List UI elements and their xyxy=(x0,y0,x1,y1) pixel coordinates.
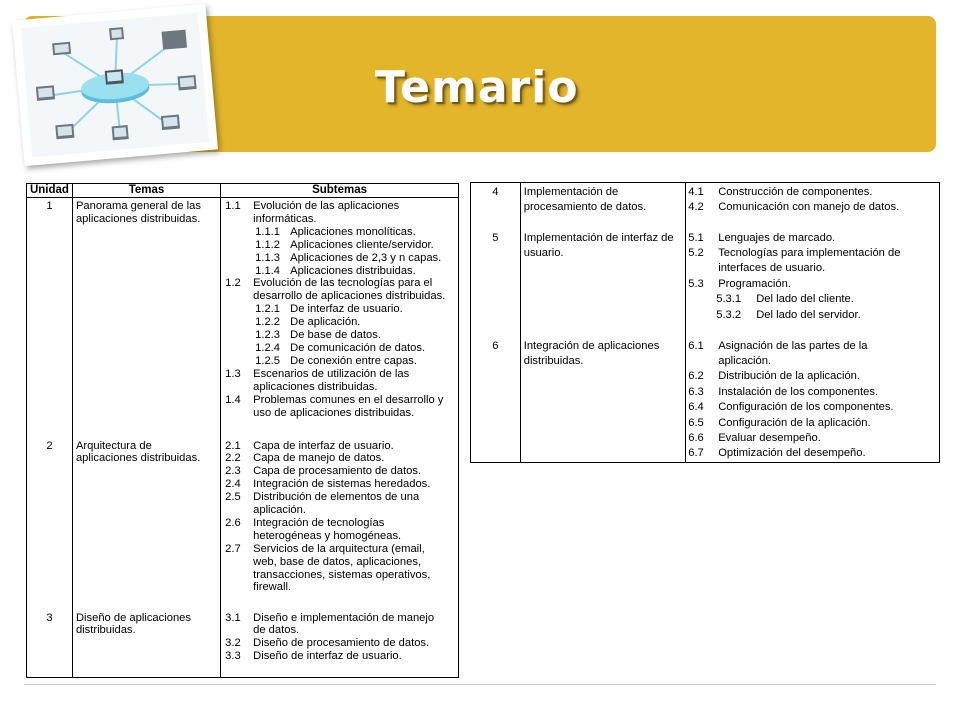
subtopic-line xyxy=(221,504,458,517)
subtopic-line xyxy=(221,329,458,342)
subtopic-text: Programación. xyxy=(718,277,791,290)
unit-number: 4 xyxy=(471,183,521,229)
subtopic-text: heterogéneas y homogéneas. xyxy=(253,529,402,542)
subtopic-number: 6.2 xyxy=(688,370,704,383)
subtopics-cell xyxy=(686,229,940,337)
subtopic-line xyxy=(686,185,939,200)
unit-number: 3 xyxy=(27,610,73,678)
subtopic-line xyxy=(686,261,939,276)
subtopic-line xyxy=(221,581,458,594)
header-unidad: Unidad xyxy=(27,184,73,198)
syllabus-table-left xyxy=(26,183,459,678)
subtopic-number: 6.3 xyxy=(688,385,704,398)
subtopic-number: 6.1 xyxy=(688,339,704,352)
subtopic-line xyxy=(221,342,458,355)
subtopic-line xyxy=(221,394,458,407)
subtopic-line xyxy=(686,277,939,292)
subtopic-number: 6.5 xyxy=(688,416,704,429)
subtopic-number: 6.6 xyxy=(688,431,704,444)
subtopic-text: Diseño e implementación de manejo xyxy=(253,611,435,624)
subtopic-line xyxy=(221,543,458,556)
subtopic-line xyxy=(686,292,939,307)
subtopic-text: Capa de interfaz de usuario. xyxy=(253,439,394,452)
table-row xyxy=(27,198,459,438)
subtopic-number: 2.2 xyxy=(225,452,241,465)
subtopic-text: Aplicaciones monolíticas. xyxy=(290,225,416,238)
subtopic-number: 1.2.2 xyxy=(255,316,281,329)
subtopic-number: 1.2.4 xyxy=(255,341,281,354)
subtopic-line xyxy=(221,252,458,265)
subtopic-text: Servicios de la arquitectura (email, xyxy=(253,542,425,555)
subtopic-text: interfaces de usuario. xyxy=(718,262,826,275)
subtopic-number: 6.4 xyxy=(688,401,704,414)
subtopic-line xyxy=(686,354,939,369)
unit-number: 6 xyxy=(471,337,521,463)
subtopic-text: uso de aplicaciones distribuidas. xyxy=(253,406,415,419)
subtopic-line xyxy=(686,308,939,323)
subtopic-text: Configuración de los componentes. xyxy=(718,401,894,414)
topic-cell: Diseño de aplicaciones distribuidas. xyxy=(72,610,220,678)
subtopic-line xyxy=(221,290,458,303)
subtopic-text: Evolución de las aplicaciones xyxy=(253,200,400,212)
network-diagram-icon xyxy=(21,12,210,157)
subtopic-number: 1.2 xyxy=(225,277,241,290)
subtopic-number: 1.1.2 xyxy=(255,238,281,251)
subtopic-text: Asignación de las partes de la xyxy=(718,339,868,352)
header-subtemas: Subtemas xyxy=(221,184,459,198)
subtopic-text: De conexión entre capas. xyxy=(290,354,417,367)
subtopics-cell xyxy=(686,183,940,229)
subtopic-line xyxy=(686,385,939,400)
subtopic-text: Diseño de procesamiento de datos. xyxy=(253,637,430,650)
subtopic-text: web, base de datos, aplicaciones, xyxy=(253,555,422,568)
subtopic-line xyxy=(686,200,939,215)
subtopic-text: aplicaciones distribuidas. xyxy=(253,380,378,393)
subtopic-number: 6.7 xyxy=(688,447,704,460)
subtopic-text: Aplicaciones cliente/servidor. xyxy=(290,238,434,251)
subtopic-text: Del lado del servidor. xyxy=(756,308,861,321)
subtopic-number: 2.3 xyxy=(225,465,241,478)
subtopic-number: 2.5 xyxy=(225,491,241,504)
subtopic-text: Integración de sistemas heredados. xyxy=(253,478,431,491)
subtopic-number: 1.1.3 xyxy=(255,251,281,264)
subtopic-number: 2.7 xyxy=(225,542,241,555)
subtopic-number: 1.2.5 xyxy=(255,354,281,367)
header-temas: Temas xyxy=(72,184,220,198)
subtopic-number: 1.2.3 xyxy=(255,329,281,342)
subtopic-number: 1.4 xyxy=(225,393,241,406)
subtopic-line xyxy=(686,246,939,261)
subtopic-text: Aplicaciones de 2,3 y n capas. xyxy=(290,251,442,264)
subtopic-line xyxy=(221,478,458,491)
subtopic-line xyxy=(221,265,458,278)
subtopic-text: Lenguajes de marcado. xyxy=(718,231,836,244)
topic-cell: Implementación de procesamiento de datos. xyxy=(520,183,686,229)
table-row xyxy=(27,610,459,678)
subtopic-number: 3.1 xyxy=(225,611,241,624)
table-row xyxy=(471,337,940,463)
subtopic-text: Configuración de la aplicación. xyxy=(718,416,871,429)
subtopic-line xyxy=(221,277,458,290)
subtopic-line xyxy=(221,612,458,625)
subtopic-text: de datos. xyxy=(253,624,300,637)
subtopic-text: Aplicaciones distribuidas. xyxy=(290,264,416,277)
table-row xyxy=(27,438,459,610)
subtopic-number: 1.3 xyxy=(225,367,241,380)
subtopic-number: 4.2 xyxy=(688,201,704,214)
subtopic-text: firewall. xyxy=(253,581,292,594)
subtopic-number: 2.1 xyxy=(225,439,241,452)
topic-cell: Implementación de interfaz de usuario. xyxy=(520,229,686,337)
syllabus-table-right xyxy=(470,182,940,463)
subtopic-line xyxy=(221,200,458,213)
subtopic-text: De aplicación. xyxy=(290,316,361,329)
subtopic-line xyxy=(221,624,458,637)
subtopic-text: informáticas. xyxy=(253,212,317,225)
subtopic-line xyxy=(221,491,458,504)
subtopic-line xyxy=(221,556,458,569)
subtopic-line xyxy=(221,650,458,663)
table-row xyxy=(471,229,940,337)
subtopic-text: Capa de manejo de datos. xyxy=(253,452,385,465)
subtopic-line xyxy=(221,381,458,394)
subtopic-number: 5.3.1 xyxy=(716,293,742,306)
subtopic-line xyxy=(221,569,458,582)
subtopic-number: 5.1 xyxy=(688,231,704,244)
subtopic-number: 2.6 xyxy=(225,516,241,529)
subtopic-number: 1.1 xyxy=(225,200,241,212)
footer-divider xyxy=(24,684,936,685)
subtopic-text: Instalación de los componentes. xyxy=(718,385,879,398)
unit-number: 5 xyxy=(471,229,521,337)
subtopic-number: 3.2 xyxy=(225,637,241,650)
subtopic-line xyxy=(686,416,939,431)
subtopic-line xyxy=(221,465,458,478)
subtopic-number: 1.1.4 xyxy=(255,264,281,277)
subtopic-line xyxy=(221,368,458,381)
subtopic-number: 4.1 xyxy=(688,186,704,198)
subtopic-text: Comunicación con manejo de datos. xyxy=(718,201,900,214)
subtopic-number: 5.3.2 xyxy=(716,308,742,321)
subtopic-number: 1.1.1 xyxy=(255,225,281,238)
subtopic-text: Distribución de elementos de una xyxy=(253,491,420,504)
subtopic-line xyxy=(221,440,458,453)
subtopic-text: Tecnologías para implementación de xyxy=(718,246,901,259)
subtopic-text: Diseño de interfaz de usuario. xyxy=(253,650,402,663)
subtopic-text: Capa de procesamiento de datos. xyxy=(253,465,422,478)
subtopic-line xyxy=(686,339,939,354)
subtopic-number: 5.2 xyxy=(688,246,704,259)
subtopic-number: 3.3 xyxy=(225,650,241,663)
subtopic-text: desarrollo de aplicaciones distribuidas. xyxy=(253,290,446,303)
subtopic-text: Problemas comunes en el desarrollo y xyxy=(253,393,444,406)
topic-cell: Panorama general de las aplicaciones distribuidas. xyxy=(72,198,220,438)
table-row xyxy=(471,183,940,229)
unit-number: 2 xyxy=(27,438,73,610)
subtopic-line xyxy=(221,226,458,239)
topic-cell: Integración de aplicaciones distribuidas. xyxy=(520,337,686,463)
unit-number: 1 xyxy=(27,198,73,438)
subtopic-text: Evolución de las tecnologías para el xyxy=(253,277,433,290)
subtopic-line xyxy=(686,400,939,415)
subtopic-line xyxy=(221,213,458,226)
subtopics-cell xyxy=(221,438,459,610)
subtopic-line xyxy=(221,239,458,252)
subtopic-line xyxy=(221,530,458,543)
subtopic-text: Evaluar desempeño. xyxy=(718,431,821,444)
subtopic-text: Escenarios de utilización de las xyxy=(253,367,410,380)
subtopic-line xyxy=(221,355,458,368)
page-title: Temario xyxy=(375,62,579,113)
subtopic-number: 1.2.1 xyxy=(255,303,281,316)
topic-cell: Arquitectura de aplicaciones distribuidas. xyxy=(72,438,220,610)
subtopic-text: De comunicación de datos. xyxy=(290,341,426,354)
subtopic-line xyxy=(686,431,939,446)
subtopic-line xyxy=(221,637,458,650)
subtopic-line xyxy=(686,231,939,246)
subtopic-text: Integración de tecnologías xyxy=(253,516,385,529)
subtopic-number: 2.4 xyxy=(225,478,241,491)
network-photo xyxy=(12,4,218,166)
subtopic-text: Optimización del desempeño. xyxy=(718,447,866,460)
subtopic-text: aplicación. xyxy=(718,354,772,367)
subtopic-text: De base de datos. xyxy=(290,329,381,342)
subtopic-text: Del lado del cliente. xyxy=(756,293,854,306)
subtopic-text: transacciones, sistemas operativos, xyxy=(253,568,431,581)
subtopic-text: Construcción de componentes. xyxy=(718,186,873,198)
subtopic-line xyxy=(686,369,939,384)
subtopic-text: De interfaz de usuario. xyxy=(290,303,403,316)
subtopic-line xyxy=(221,303,458,316)
subtopic-line xyxy=(221,517,458,530)
subtopic-number: 5.3 xyxy=(688,277,704,290)
subtopic-line xyxy=(221,407,458,420)
subtopic-line xyxy=(221,452,458,465)
subtopic-line xyxy=(221,316,458,329)
subtopics-cell xyxy=(221,198,459,438)
subtopics-cell xyxy=(686,337,940,463)
subtopic-text: aplicación. xyxy=(253,504,306,517)
subtopics-cell xyxy=(221,610,459,678)
subtopic-line xyxy=(686,446,939,461)
subtopic-text: Distribución de la aplicación. xyxy=(718,370,861,383)
